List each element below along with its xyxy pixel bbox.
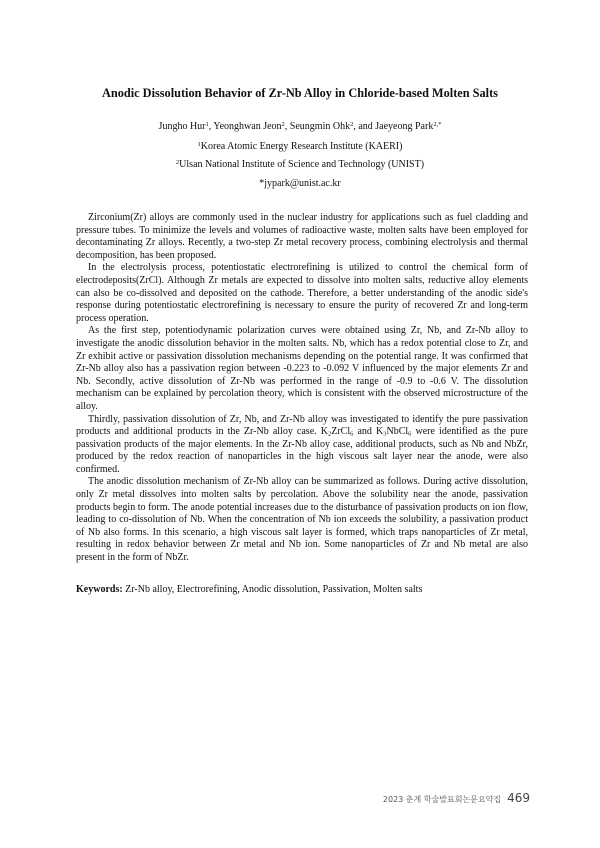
author-affiliation-marker: 2 [350, 121, 354, 128]
body-paragraph: In the electrolysis process, potentiostatic electrorefining is utilized to control the chemical form of electrodeposits(ZrCl). Although Zr metals are expected to dissolve into molten salts, reductive alloy elements can also be co-dissolved and deposited on the cathode. Therefore, a better understanding of the anodic side's response during potentiostatic electrorefining is necessary to ensure the purity of recovered Zr and long-term process operation. [76, 262, 528, 324]
body-paragraph: Thirdly, passivation dissolution of Zr, Nb, and Zr-Nb alloy was investigated to identify the pure passivation products and additional products in the Zr-Nb alloy case. $K_2ZrCl_6$ and $K_3NbCl_6$ were identified as the pure passivation products of the major elements. In the Zr-Nb alloy case, additional products, such as Nb and NbZr, produced by the redox reaction of nanoparticles in the high viscous salt layer near the anode, were also confirmed. [76, 413, 528, 475]
body-paragraph: As the first step, potentiodynamic polarization curves were obtained using Zr, Nb, and Zr-Nb alloy to investigate the anodic dissolution behavior in the molten salts. Nb, which has a redox potential close to Zr, and Zr exhibit active or passivation dissolution mechanisms depending on the potential range. It was confirmed that Zr-Nb alloy also has a passivation region between -0.223 to -0.092 V influenced by the major elements Zr and Nb. Secondly, active dissolution of Zr-Nb was performed in the range of -0.9 to -0.6 V. The dissolution mechanism can be explained by percolation theory, which is consistent with the observed microstructure of the alloy. [76, 325, 528, 412]
author-name: Jaeyeong Park [375, 121, 434, 132]
page-number: 469 [507, 791, 530, 805]
keywords-text: Zr-Nb alloy, Electrorefining, Anodic dissolution, Passivation, Molten salts [125, 584, 423, 595]
keywords-label: Keywords: [76, 584, 123, 595]
keywords-line [76, 584, 528, 595]
affiliation-1 [0, 141, 600, 152]
author-name: Yeonghwan Jeon [213, 121, 282, 132]
body-paragraph: The anodic dissolution mechanism of Zr-Nb alloy can be summarized as follows. During active dissolution, only Zr metal dissolves into molten salts by percolation. Above the solubility near the anode, passivation products begin to form. The anode potential increases due to the disturbance of passivation products on ion flow, leading to co-dissolution of Nb. When the concentration of Nb ion exceeds the solubility, a passivation product of Nb also forms. In this scenario, a high viscous salt layer is formed, which traps nanoparticles of Zr metal, resulting in redox behavior between Zr metal and Nb ion. Some nanoparticles of Zr and Nb metal are also present in the form of NbZr. [76, 476, 528, 564]
page-footer [383, 791, 530, 805]
author-name: Seungmin Ohk [289, 121, 351, 132]
affiliation-marker: 2 [175, 159, 180, 166]
abstract-body [76, 212, 528, 565]
corresponding-email: *jypark@unist.ac.kr [259, 178, 341, 189]
author-affiliation-marker: 1 [205, 121, 209, 128]
affiliation-text: Korea Atomic Energy Research Institute (KAERI) [200, 141, 403, 152]
affiliation-2 [0, 159, 600, 170]
paper-title: Anodic Dissolution Behavior of Zr-Nb Alloy in Chloride-based Molten Salts [102, 86, 498, 100]
affiliation-text: Ulsan National Institute of Science and Technology (UNIST) [179, 159, 425, 170]
author-affiliation-marker: 2 [281, 121, 285, 128]
body-paragraph: Zirconium(Zr) alloys are commonly used in the nuclear industry for applications such as fuel cladding and pressure tubes. To minimize the levels and volumes of radioactive waste, molten salts have been employed for decontaminating Zr alloys. Recently, a two-step Zr metal recovery process, combining electrolysis and thermal decomposition, has been proposed. [76, 212, 528, 261]
affiliation-marker: 1 [197, 141, 201, 148]
author-affiliation-marker: 2,* [433, 121, 442, 128]
footer-text: 2023 춘계 학술발표회논문요약집 [382, 795, 502, 804]
author-name: Jungho Hur [158, 121, 206, 132]
author-list: Jungho Hur$^1$, Yeonghwan Jeon$^2$, Seungmin Ohk$^2$, and Jaeyeong Park$^{2,*}$ [158, 121, 442, 132]
